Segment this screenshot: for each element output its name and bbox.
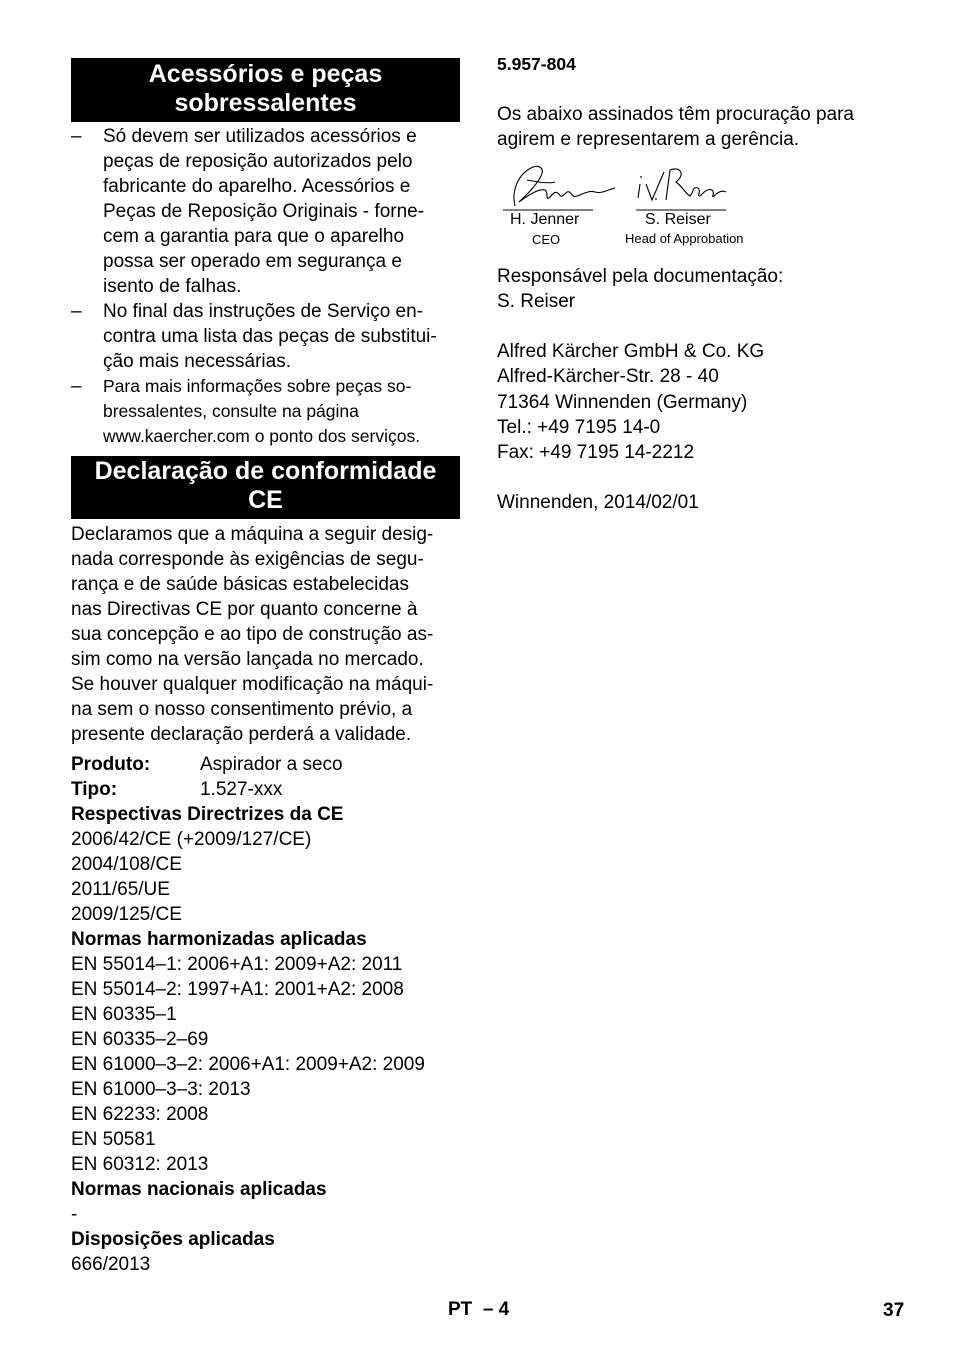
address-line-4: Tel.: +49 7195 14-0	[497, 417, 661, 438]
address-line-5: Fax: +49 7195 14-2212	[497, 442, 695, 463]
bullet-2-line1: No final das instruções de Serviço en-	[103, 301, 423, 322]
type-value: 1.527-xxx	[200, 779, 283, 800]
doc-responsible-line-2: S. Reiser	[497, 291, 576, 312]
place-date: Winnenden, 2014/02/01	[497, 492, 699, 513]
signer1-role: CEO	[532, 232, 561, 247]
provisions-value: 666/2013	[71, 1254, 151, 1275]
bullet-mark: –	[71, 301, 82, 322]
accessories-section-title	[71, 58, 460, 122]
bullet-mark: –	[71, 376, 82, 397]
bullet-3-line3: www.kaercher.com o ponto dos serviços.	[103, 426, 421, 446]
bullet-1-line3: fabricante do aparelho. Acessórios e	[103, 176, 411, 197]
intro-line-6: sim como na versão lançada no mercado.	[71, 649, 424, 670]
intro-line-4: nas Directivas CE por quanto concerne à	[71, 599, 418, 620]
harmonized-item: EN 60335–2–69	[71, 1029, 209, 1050]
accessories-title-line2: sobressalentes	[174, 89, 357, 117]
bullet-1-line5: cem a garantia para que o aparelho	[103, 226, 405, 247]
intro-line-9: presente declaração perderá a validade.	[71, 724, 412, 745]
harmonized-item: EN 50581	[71, 1129, 156, 1150]
address-line-1: Alfred Kärcher GmbH & Co. KG	[497, 341, 765, 362]
bullet-3-line1: Para mais informações sobre peças so-	[103, 376, 412, 396]
harmonized-item: EN 61000–3–3: 2013	[71, 1079, 251, 1100]
intro-line-2: nada corresponde às exigências de segu-	[71, 549, 424, 570]
intro-line-3: rança e de saúde básicas estabelecidas	[71, 574, 410, 595]
bullet-2-line3: ção mais necessárias.	[103, 351, 291, 372]
signature-reiser-image	[630, 162, 730, 214]
address-line-2: Alfred-Kärcher-Str. 28 - 40	[497, 366, 719, 387]
harmonized-heading: Normas harmonizadas aplicadas	[71, 929, 367, 950]
declaration-section-title	[71, 456, 460, 519]
bullet-1-line7: isento de falhas.	[103, 276, 242, 297]
bullet-mark: –	[71, 126, 82, 147]
bullet-1-line2: peças de reposição autorizados pelo	[103, 151, 413, 172]
directive-item: 2004/108/CE	[71, 854, 182, 875]
bullet-1-line1: Só devem ser utilizados acessórios e	[103, 126, 417, 147]
harmonized-item: EN 60335–1	[71, 1004, 177, 1025]
national-value: -	[71, 1204, 78, 1225]
doc-responsible-line-1: Responsável pela documentação:	[497, 266, 784, 287]
bullet-3-line2: bressalentes, consulte na página	[103, 401, 359, 421]
bullet-2-line2: contra uma lista das peças de substitui-	[103, 326, 437, 347]
declaration-title-line1: Declaração de conformidade	[94, 457, 437, 485]
directive-item: 2009/125/CE	[71, 904, 182, 925]
accessories-title-line1: Acessórios e peças	[148, 60, 383, 88]
declaration-title-line2: CE	[248, 486, 283, 514]
bullet-1-line4: Peças de Reposição Originais - forne-	[103, 201, 425, 222]
national-heading: Normas nacionais aplicadas	[71, 1179, 327, 1200]
doc-number: 5.957-804	[497, 54, 576, 74]
signer2-name: S. Reiser	[645, 211, 711, 228]
product-label: Produto:	[71, 754, 151, 775]
harmonized-item: EN 55014–2: 1997+A1: 2001+A2: 2008	[71, 979, 404, 1000]
intro-line-8: na sem o nosso consentimento prévio, a	[71, 699, 413, 720]
harmonized-item: EN 55014–1: 2006+A1: 2009+A2: 2011	[71, 954, 403, 975]
harmonized-item: EN 62233: 2008	[71, 1104, 209, 1125]
harmonized-item: EN 60312: 2013	[71, 1154, 209, 1175]
bullet-1-line6: possa ser operado em segurança e	[103, 251, 402, 272]
address-line-3: 71364 Winnenden (Germany)	[497, 392, 748, 413]
footer-page-number: 37	[883, 1300, 905, 1321]
product-value: Aspirador a seco	[200, 754, 343, 775]
footer-page-label: PT – 4	[448, 1299, 510, 1320]
signer1-name: H. Jenner	[510, 211, 580, 228]
intro-line-5: sua concepção e ao tipo de construção as-	[71, 624, 434, 645]
harmonized-item: EN 61000–3–2: 2006+A1: 2009+A2: 2009	[71, 1054, 425, 1075]
type-label: Tipo:	[71, 779, 118, 800]
directives-heading: Respectivas Directrizes da CE	[71, 804, 344, 825]
intro-line-7: Se houver qualquer modificação na máqui-	[71, 674, 434, 695]
intro-line-1: Declaramos que a máquina a seguir desig-	[71, 524, 434, 545]
signer2-role: Head of Approbation	[625, 231, 744, 246]
directive-item: 2006/42/CE (+2009/127/CE)	[71, 829, 312, 850]
signatories-line-1: Os abaixo assinados têm procuração para	[497, 104, 854, 125]
signatories-line-2: agirem e representarem a gerência.	[497, 129, 800, 150]
provisions-heading: Disposições aplicadas	[71, 1229, 275, 1250]
signature-jenner-image	[497, 160, 622, 214]
directive-item: 2011/65/UE	[71, 879, 170, 900]
